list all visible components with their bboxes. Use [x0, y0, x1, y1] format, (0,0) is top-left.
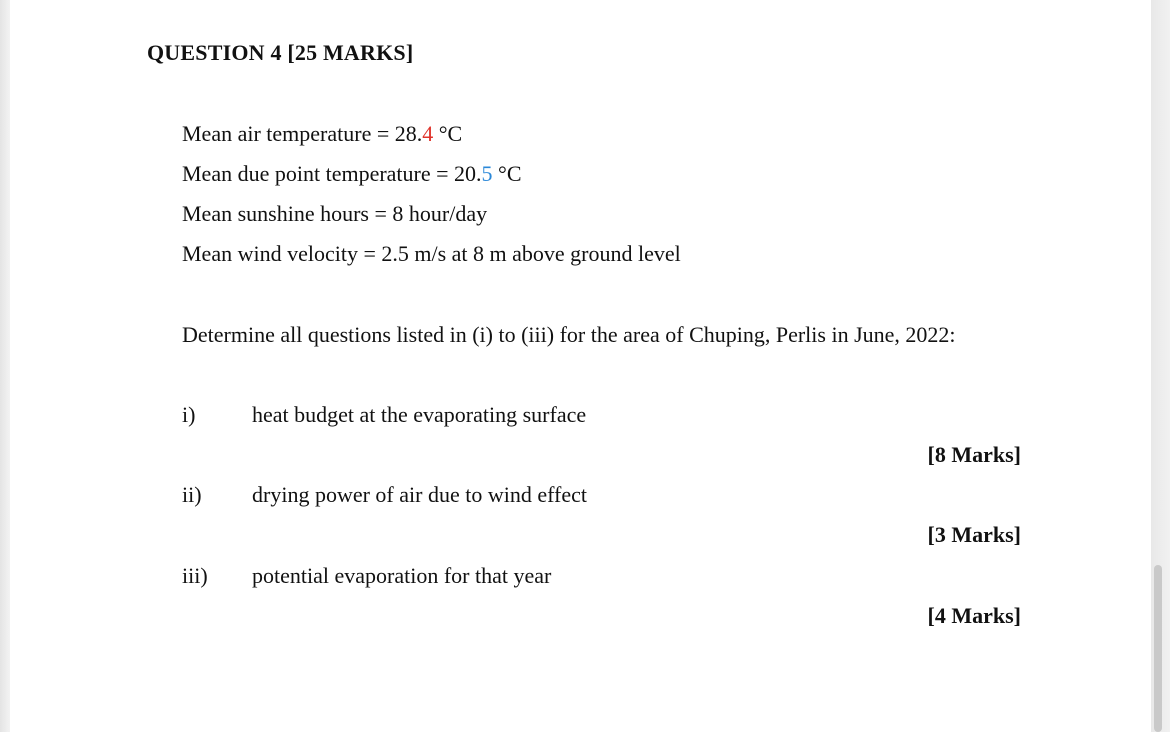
item-text: heat budget at the evaporating surface: [252, 402, 587, 427]
question-title: QUESTION 4 [25 MARKS]: [147, 40, 414, 65]
item-number: i): [182, 402, 196, 427]
document-page: [10, 0, 1151, 732]
given-air-temperature: [182, 121, 462, 147]
air-temperature-unit: °C: [433, 121, 463, 146]
item-text: potential evaporation for that year: [252, 563, 552, 588]
instruction-text: Determine all questions listed in (i) to (iii) for the area of Chuping, Perlis in June, 2022:: [182, 322, 956, 347]
dew-point-label: Mean due point temperature = 20.: [182, 161, 482, 186]
scrollbar-thumb[interactable]: [1154, 565, 1162, 732]
item-marks: [3 Marks]: [927, 522, 1021, 547]
given-dew-point-temperature: [182, 161, 522, 187]
item-marks: [4 Marks]: [927, 603, 1021, 628]
given-wind-velocity: Mean wind velocity = 2.5 m/s at 8 m above ground level: [182, 241, 681, 266]
air-temperature-highlight: 4: [422, 121, 434, 146]
dew-point-unit: °C: [492, 161, 522, 186]
item-number: ii): [182, 482, 202, 507]
given-sunshine-hours: Mean sunshine hours = 8 hour/day: [182, 201, 488, 226]
item-number: iii): [182, 563, 208, 588]
dew-point-highlight: 5: [481, 161, 493, 186]
air-temperature-label: Mean air temperature = 28.: [182, 121, 423, 146]
item-marks: [8 Marks]: [927, 442, 1021, 467]
viewer-left-margin: [0, 0, 10, 732]
item-text: drying power of air due to wind effect: [252, 482, 587, 507]
